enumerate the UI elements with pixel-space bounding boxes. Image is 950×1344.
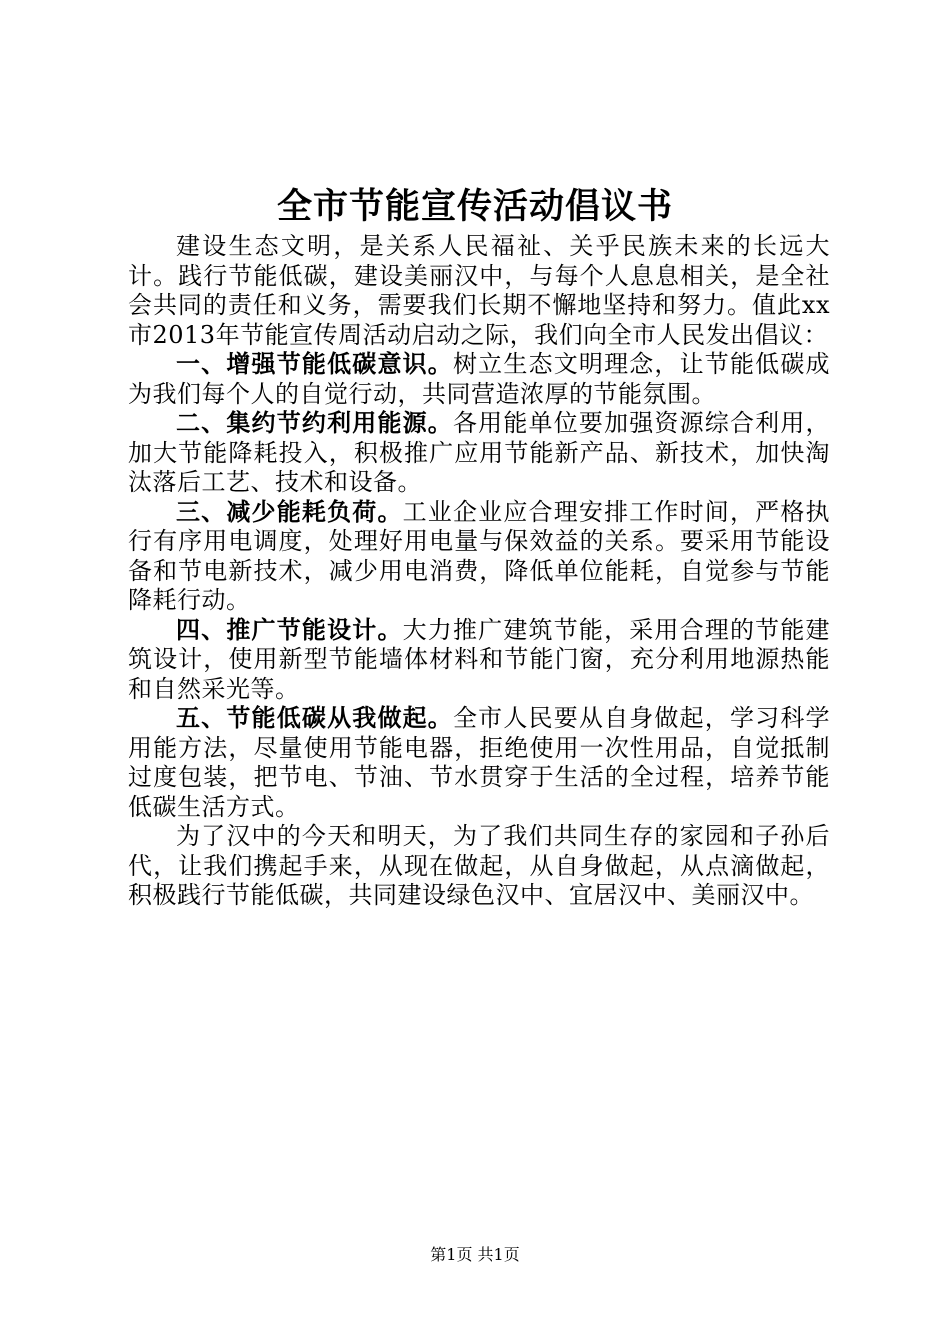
proposal-text: 各用能单位要加强资源综合利用，加大节能降耗投入，积极推广应用节能新产品、新技术，加快淘汰落后工艺、技术和设备。 bbox=[128, 409, 831, 496]
proposal-item bbox=[128, 498, 830, 616]
proposal-heading: 二、集约节约利用能源。 bbox=[176, 409, 453, 437]
proposal-text: 树立生态文明理念，让节能低碳成为我们每个人的自觉行动，共同营造浓厚的节能氛围。 bbox=[128, 350, 831, 408]
intro-paragraph: 建设生态文明，是关系人民福祉、关乎民族未来的长远大计。践行节能低碳，建设美丽汉中，与每个人息息相关，是全社会共同的责任和义务，需要我们长期不懈地坚持和努力。值此xx市2013年节能宣传周活动启动之际，我们向全市人民发出倡议： bbox=[128, 232, 830, 349]
proposal-heading: 三、减少能耗负荷。 bbox=[176, 497, 403, 526]
proposal-item bbox=[128, 409, 830, 498]
proposal-heading: 四、推广节能设计。 bbox=[176, 615, 403, 644]
document-title: 全市节能宣传活动倡议书 bbox=[276, 186, 673, 227]
proposal-text: 大力推广建筑节能，采用合理的节能建筑设计，使用新型节能墙体材料和节能门窗，充分利用地源热能和自然采光等。 bbox=[128, 615, 831, 703]
proposal-item bbox=[128, 704, 830, 822]
proposal-item bbox=[128, 616, 830, 705]
closing-paragraph: 为了汉中的今天和明天，为了我们共同生存的家园和子孙后代，让我们携起手来，从现在做起，从自身做起，从点滴做起，积极践行节能低碳，共同建设绿色汉中、宜居汉中、美丽汉中。 bbox=[128, 822, 830, 909]
document-body bbox=[128, 232, 830, 911]
proposal-text: 全市人民要从自身做起，学习科学用能方法，尽量使用节能电器，拒绝使用一次性用品，自觉抵制过度包装，把节电、节油、节水贯穿于生活的全过程，培养节能低碳生活方式。 bbox=[128, 704, 831, 821]
proposal-heading: 五、节能低碳从我做起。 bbox=[176, 704, 453, 732]
proposal-item bbox=[128, 350, 830, 409]
proposal-heading: 一、增强节能低碳意识。 bbox=[176, 350, 453, 378]
page-footer: 第1页 共1页 bbox=[430, 1245, 520, 1264]
proposal-text: 工业企业应合理安排工作时间，严格执行有序用电调度，处理好用电量与保效益的关系。要采用节能设备和节电新技术，减少用电消费，降低单位能耗，自觉参与节能降耗行动。 bbox=[128, 497, 831, 614]
